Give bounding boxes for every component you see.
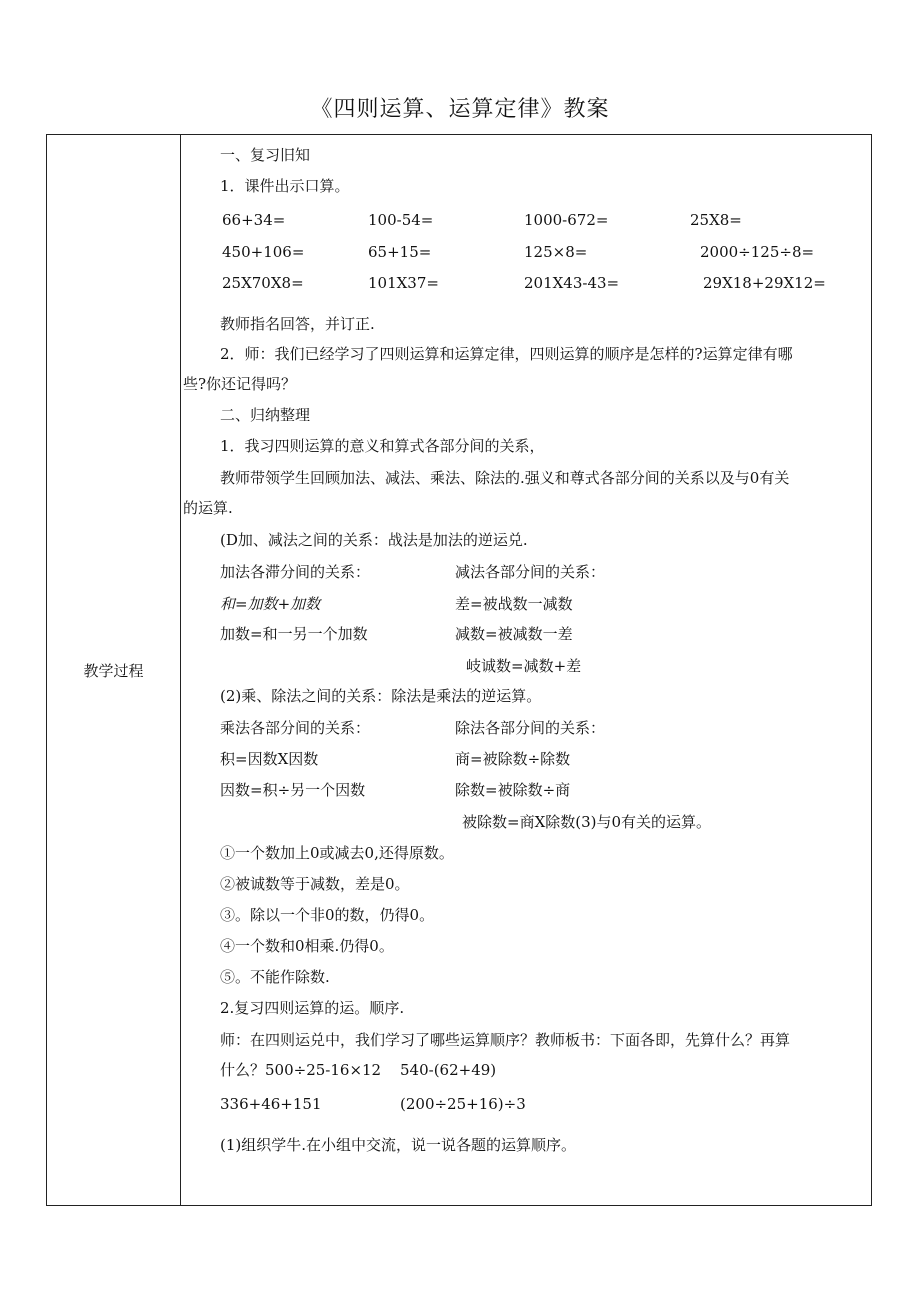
zero-rule: ③。除以一个非0的数，仍得0。 bbox=[220, 906, 435, 924]
section1-heading: 一、复习旧知 bbox=[220, 146, 311, 164]
teacher-answer: 教师指名回答，并订正. bbox=[220, 315, 375, 333]
zero-rule: ⑤。不能作除数. bbox=[220, 968, 330, 986]
div-formula: 被除数=商X除数(3)与0有关的运算。 bbox=[462, 813, 712, 831]
expression: 336+46+151 bbox=[220, 1095, 322, 1113]
row-label: 教学过程 bbox=[83, 662, 144, 680]
section3-teacher-line2: 什么？500÷25-16×12 bbox=[220, 1061, 382, 1079]
section2-lead-line1: 教师带领学生回顾加法、减法、乘法、除法的.强义和尊式各部分间的关系以及与0有关 bbox=[220, 469, 790, 487]
mul-formula: 因数=积÷另一个因数 bbox=[220, 781, 366, 799]
sub-parts-heading: 减法各部分间的关系： bbox=[455, 563, 606, 581]
calc-cell: 450+106= bbox=[222, 243, 305, 261]
calc-cell: 25X8= bbox=[690, 211, 742, 229]
section2-heading: 二、归纳整理 bbox=[220, 406, 311, 424]
expression: (200÷25+16)÷3 bbox=[400, 1095, 526, 1113]
add-sub-relation: (D加、减法之间的关系：战法是加法的逆运兑. bbox=[220, 531, 528, 549]
section3-teacher-line1: 师：在四则运兑中，我们学习了哪些运算顺序？教师板书：下面各即，先算什么？再算 bbox=[220, 1031, 791, 1049]
expression: 540-(62+49) bbox=[400, 1061, 497, 1079]
calc-cell: 1000-672= bbox=[524, 211, 609, 229]
sub-formula: 减数=被减数一差 bbox=[455, 625, 573, 643]
div-formula: 除数=被除数÷商 bbox=[455, 781, 571, 799]
sub-formula: 岐诚数=减数+差 bbox=[466, 657, 582, 675]
section1-item2-line2: 些?你还记得吗？ bbox=[183, 375, 297, 393]
section2-lead-line2: 的运算. bbox=[183, 499, 233, 517]
document-title: 《四则运算、运算定律》教案 bbox=[310, 97, 610, 122]
mul-div-relation: (2)乘、除法之间的关系：除法是乘法的逆运算。 bbox=[220, 687, 542, 705]
zero-rule: ①一个数加上0或减去0,还得原数。 bbox=[220, 844, 454, 862]
group-discussion: (1)组织学牛.在小组中交流，说一说各题的运算顺序。 bbox=[220, 1136, 577, 1154]
zero-rule: ②被诚数等于减数，差是0。 bbox=[220, 875, 410, 893]
calc-cell: 25X70X8= bbox=[222, 274, 304, 292]
div-formula: 商=被除数÷除数 bbox=[455, 750, 571, 768]
calc-cell: 101X37= bbox=[368, 274, 439, 292]
calc-cell: 29X18+29X12= bbox=[703, 274, 826, 292]
add-parts-heading: 加法各滞分间的关系： bbox=[220, 563, 371, 581]
section3-item2: 2.复习四则运算的运。顺序. bbox=[220, 999, 405, 1017]
calc-cell: 66+34= bbox=[222, 211, 286, 229]
section1-item2-line1: 2．师：我们已经学习了四则运算和运算定律，四则运算的顺序是怎样的?运算定律有哪 bbox=[220, 345, 793, 363]
calc-cell: 201X43-43= bbox=[524, 274, 620, 292]
calc-cell: 100-54= bbox=[368, 211, 434, 229]
section2-item1: 1．我习四则运算的意义和算式各部分间的关系， bbox=[220, 437, 545, 455]
mul-parts-heading: 乘法各部分间的关系： bbox=[220, 719, 371, 737]
mul-formula: 积=因数X因数 bbox=[220, 750, 319, 768]
calc-cell: 125×8= bbox=[524, 243, 588, 261]
sub-formula: 差=被战数一减数 bbox=[455, 595, 573, 613]
add-formula: 和=加数+加数 bbox=[220, 595, 321, 613]
zero-rule: ④一个数和0相乘.仍得0。 bbox=[220, 937, 394, 955]
calc-cell: 65+15= bbox=[368, 243, 432, 261]
div-parts-heading: 除法各部分间的关系： bbox=[455, 719, 606, 737]
add-formula: 加数=和一另一个加数 bbox=[220, 625, 368, 643]
section1-item1: 1．课件出示口算。 bbox=[220, 177, 350, 195]
calc-cell: 2000÷125÷8= bbox=[700, 243, 815, 261]
